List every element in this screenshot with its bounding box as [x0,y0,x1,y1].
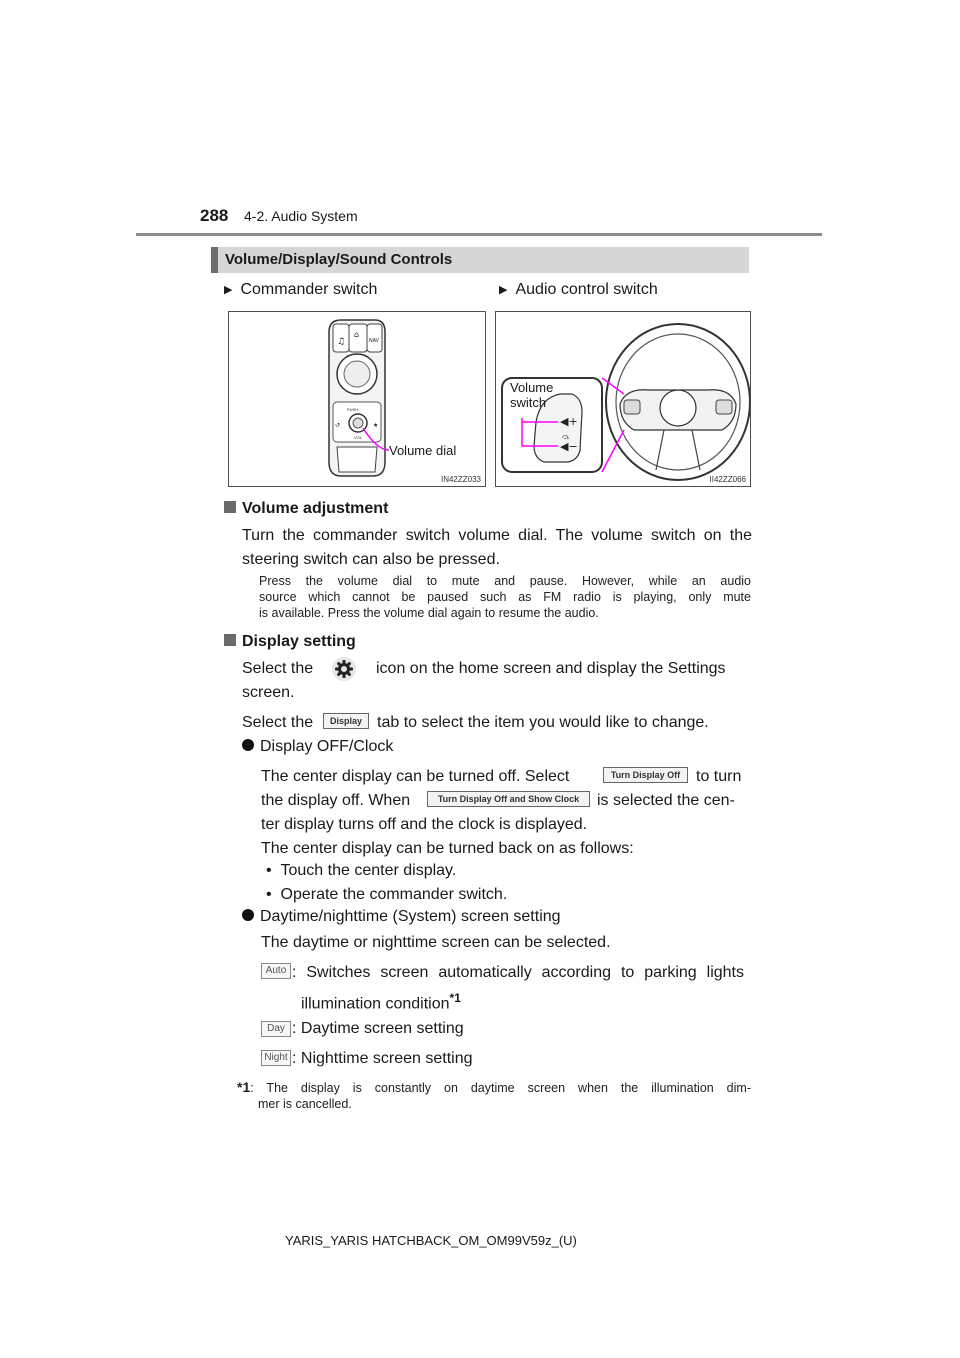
display-line1-a: Select the [242,660,314,677]
item1-line2-a: the display off. When [261,792,411,809]
svg-text:VOL: VOL [354,435,363,440]
svg-text:PUSH: PUSH [347,407,359,412]
item2-line1: The daytime or nighttime screen can be selected. [261,934,611,951]
turn-display-off-button[interactable]: Turn Display Off [603,767,688,783]
night-mode-text: : Nighttime screen setting [292,1050,473,1067]
document-footer: YARIS_YARIS HATCHBACK_OM_OM99V59z_(U) [285,1233,577,1248]
svg-text:⤼: ⤼ [562,433,570,441]
triangle-bullet-icon: ▶ [224,284,233,296]
footnote: *1: The display is constantly on daytime screen when the illumination dim- mer is cancelled. [237,1079,751,1111]
svg-text:⌂: ⌂ [354,330,360,339]
day-mode-text: : Daytime screen setting [292,1020,464,1037]
display-line2: screen. [242,684,295,701]
item1-line2-b: is selected the cen- [597,792,735,809]
audio-control-switch-figure [495,311,751,487]
display-line3-a: Select the [242,714,314,731]
night-key[interactable]: Night [261,1050,291,1066]
svg-text:★: ★ [373,422,379,429]
chapter-title: 4-2. Audio System [244,208,358,224]
list-item: • Touch the center display. [266,862,457,879]
round-bullet-icon [242,739,254,751]
svg-text:NAV: NAV [369,338,379,344]
auto-mode-text: : Switches screen automatically according to parking lights [292,964,744,981]
commander-switch-figure [228,311,486,487]
display-setting-heading: Display setting [224,633,356,651]
commander-switch-illustration [229,312,485,486]
figure-caption-right: ▶ Audio control switch [499,281,658,298]
section-title: Volume/Display/Sound Controls [225,251,453,268]
display-line3-b: tab to select the item you would like to change. [377,714,709,731]
figure-caption-left: ▶ Commander switch [224,281,378,298]
section-accent [211,247,218,273]
volume-adjustment-text: Turn the commander switch volume dial. The volume switch on the steering switch can also be pressed. [242,527,752,568]
list-item: • Operate the commander switch. [266,886,508,903]
auto-key[interactable]: Auto [261,963,291,979]
volume-switch-label: Volume switch [510,380,554,410]
day-key[interactable]: Day [261,1021,291,1037]
bullet-list [266,859,507,907]
auto-mode-text-2: illumination condition$^{*1}$ [301,991,461,1013]
display-tab[interactable]: Display [323,713,369,729]
volume-adjustment-heading: Volume adjustment [224,500,388,518]
turn-display-off-show-clock-button[interactable]: Turn Display Off and Show Clock [427,791,590,807]
svg-text:◀+: ◀+ [560,415,578,428]
item1-line4: The center display can be turned back on as follows: [261,840,634,857]
display-off-clock-item: Display OFF/Clock [242,735,393,759]
display-line1-b: icon on the home screen and display the Settings [376,660,726,677]
daytime-nighttime-item: Daytime/nighttime (System) screen setting [242,905,561,929]
settings-gear-icon [331,656,357,682]
volume-dial-label: Volume dial [389,443,457,458]
item1-line3: ter display turns off and the clock is displayed. [261,816,588,833]
volume-note: Press the volume dial to mute and pause. However, while an audio source which cannot be paused such as FM radio is playing, only mute is available. Press the volume dial again to resume the audio. [259,574,751,620]
figure-code: II42ZZ066 [709,475,746,484]
section-header [211,247,749,273]
svg-text:↺: ↺ [335,422,341,429]
square-bullet-icon [224,501,236,513]
item1-line1-a: The center display can be turned off. Select [261,768,570,785]
page-number: 288 [200,206,229,225]
figure-code: IN42ZZ033 [440,475,481,484]
svg-text:◀−: ◀− [560,440,578,453]
square-bullet-icon [224,634,236,646]
header-divider [136,233,822,236]
round-bullet-icon [242,909,254,921]
triangle-bullet-icon: ▶ [499,284,508,296]
item1-line1-b: to turn [696,768,742,785]
svg-text:♫: ♫ [337,337,346,347]
